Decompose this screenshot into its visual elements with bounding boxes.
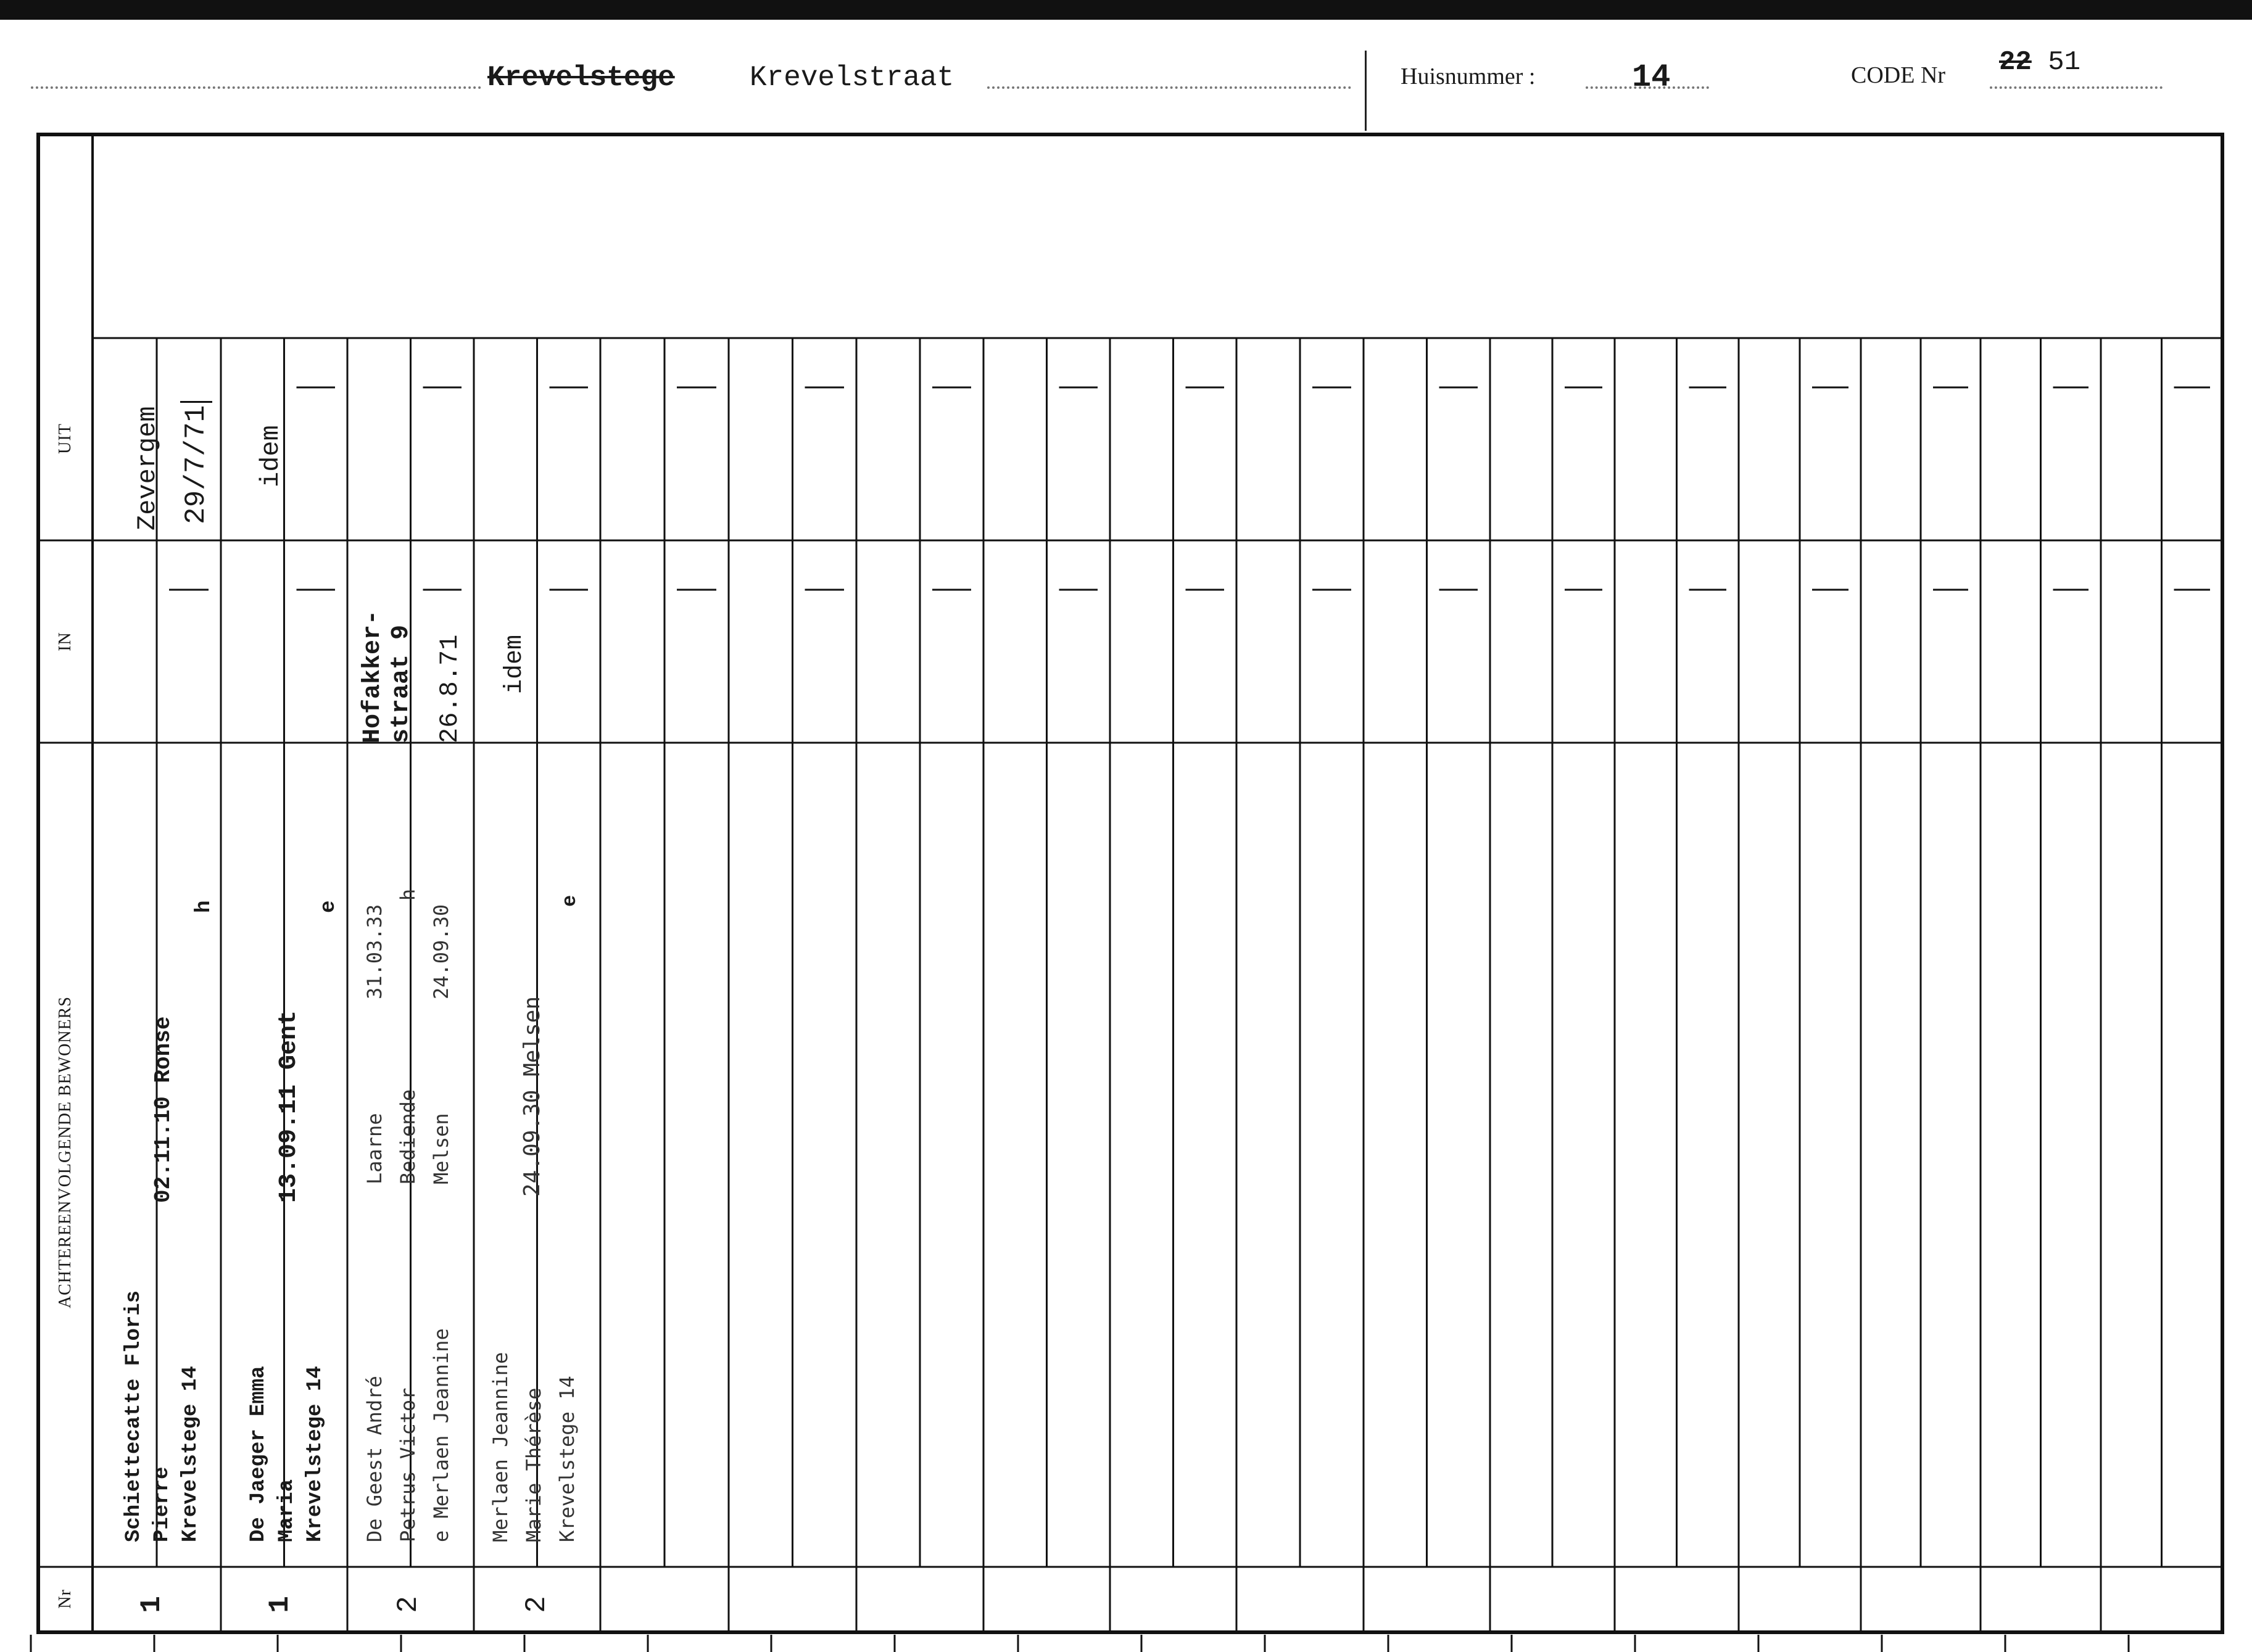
entry-3-spouse-birthplace: Melsen — [429, 1113, 453, 1184]
uit-label: UIT — [56, 423, 75, 454]
entry-3-birthdate: 31.03.33 — [363, 904, 386, 999]
entry-1-address: Krevelstege 14 — [179, 1366, 202, 1542]
entry-4-address: Krevelstege 14 — [555, 1376, 579, 1542]
entry-3-nr: 2 — [392, 1596, 424, 1613]
entry-3-in-place-line1: Hofakker- — [359, 609, 387, 743]
entry-2-address: Krevelstege 14 — [304, 1366, 327, 1542]
entry-1-mark: h — [192, 900, 216, 913]
entry-3-mark: h — [396, 888, 420, 901]
nr-label: Nr — [56, 1589, 75, 1609]
house-number-label: Huisnummer : — [1401, 64, 1536, 89]
entry-4-nr: 2 — [520, 1596, 553, 1613]
street-name-new: Krevelstraat — [750, 62, 954, 94]
entry-1-nr: 1 — [135, 1596, 168, 1613]
entry-4-birth: 24.09.30 Melsen — [520, 996, 545, 1197]
entry-2-name-line1: De Jaeger Emma — [247, 1366, 270, 1542]
code-number-crossed: 22 — [1999, 47, 2032, 78]
entry-2-nr: 1 — [263, 1596, 296, 1613]
entry-3-birthplace: Laarne — [363, 1113, 386, 1184]
bottom-ticks — [31, 1635, 2129, 1652]
entry-3-occupation: Bediende — [396, 1089, 420, 1184]
entry-1-uit-date: 29/7/71 — [180, 401, 212, 524]
entry-3-in-place-line2: straat 9 — [387, 624, 415, 743]
entry-4-in-place: idem — [501, 634, 529, 694]
entry-1-uit-place: Zevergem — [133, 406, 162, 531]
entry-3-in-date: 26.8.71 — [435, 634, 465, 743]
entry-1-name-line2: Pierre — [151, 1466, 174, 1542]
entry-4-name-line1: Merlaen Jeannine — [489, 1352, 512, 1542]
code-number-label: CODE Nr — [1851, 62, 1946, 88]
entry-3-name-line1: De Geest André — [363, 1376, 386, 1542]
code-number-current: 51 — [2048, 47, 2081, 78]
entry-3-spouse: e Merlaen Jeannine — [429, 1328, 453, 1542]
entry-3-name-line2: Petrus Victor — [396, 1387, 420, 1542]
entry-1-name-line1: Schiettecatte Floris — [122, 1290, 146, 1542]
column-lines — [157, 338, 2162, 1632]
house-number-value: 14 — [1632, 59, 1671, 96]
entry-4-mark: e — [558, 894, 581, 907]
in-label: IN — [56, 632, 75, 651]
empty-marks — [169, 387, 2210, 590]
entry-3-spouse-birthdate: 24.09.30 — [429, 904, 453, 999]
entry-2-uit-place: idem — [256, 425, 286, 487]
entry-1-birth: 02.11.10 Ronse — [151, 1016, 176, 1203]
street-name-old: Krevelstege — [487, 62, 675, 94]
bewoners-label: ACHTEREENVOLGENDE BEWONERS — [56, 996, 75, 1308]
entry-4-name-line2: Marie Thérèse — [522, 1387, 545, 1542]
entry-2-mark: e — [317, 900, 341, 913]
entry-2-name-line2: Maria — [275, 1479, 299, 1542]
entry-2-birth: 13.09.11 Gent — [275, 1010, 303, 1203]
